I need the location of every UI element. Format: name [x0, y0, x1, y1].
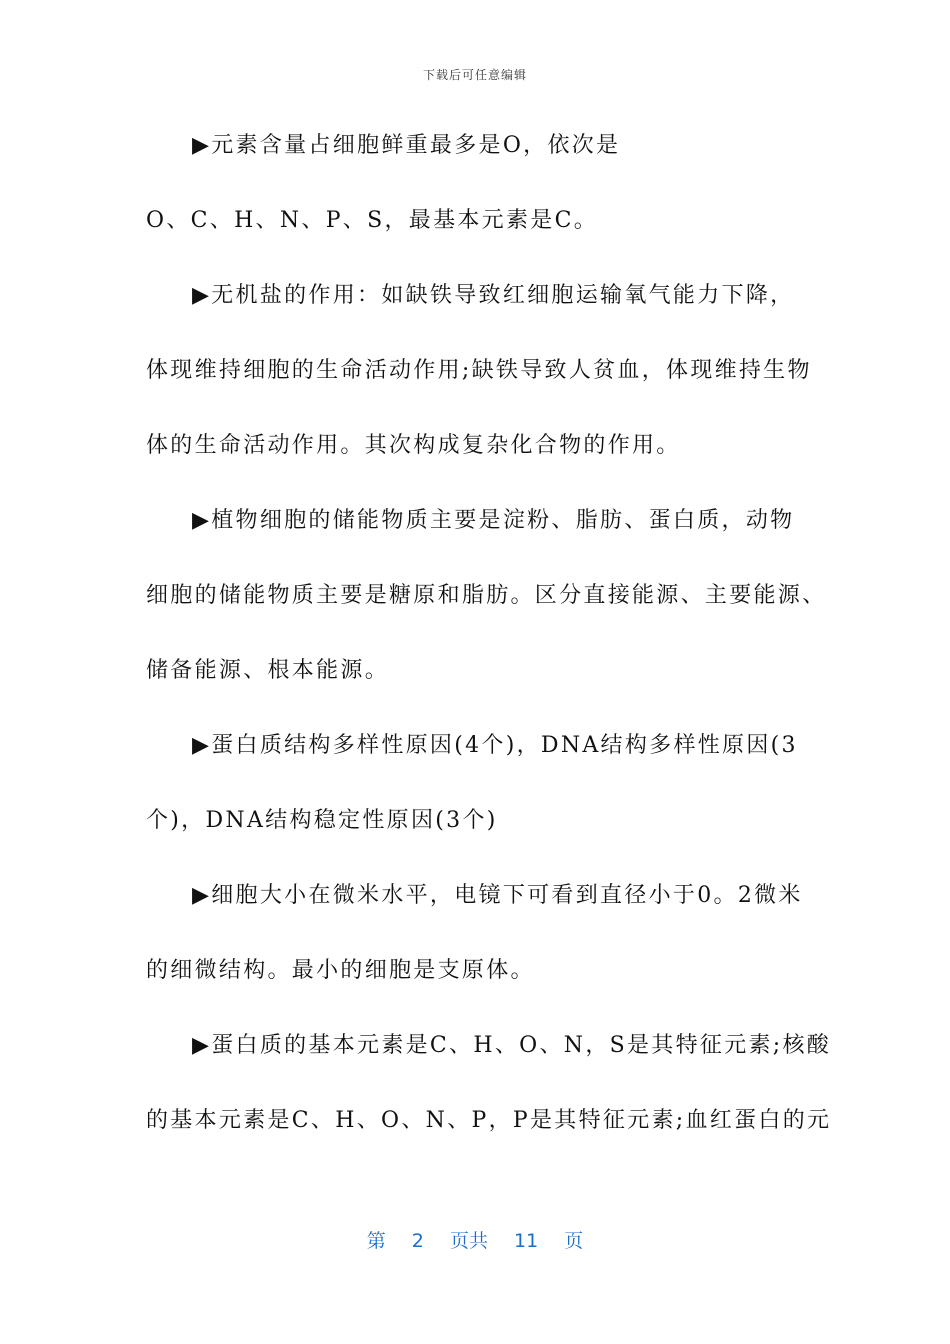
paragraph-line: ▶元素含量占细胞鲜重最多是O，依次是: [192, 133, 621, 158]
paragraph-line: 体现维持细胞的生命活动作用;缺铁导致人贫血，体现维持生物: [146, 358, 812, 383]
page-header-note: 下载后可任意编辑: [422, 68, 527, 82]
paragraph-line: ▶植物细胞的储能物质主要是淀粉、脂肪、蛋白质，动物: [192, 508, 795, 533]
paragraph-line: 的细微结构。最小的细胞是支原体。: [146, 958, 535, 983]
footer-total-pages: 11: [514, 1230, 539, 1252]
footer-middle: 页共: [449, 1230, 488, 1252]
footer-page-number: 2: [411, 1230, 424, 1252]
document-body: [146, 128, 832, 1178]
paragraph-line: 储备能源、根本能源。: [146, 658, 390, 683]
paragraph-line: 细胞的储能物质主要是糖原和脂肪。区分直接能源、主要能源、: [146, 583, 827, 608]
paragraph-line: ▶蛋白质的基本元素是C、H、O、N，S是其特征元素;核酸: [192, 1033, 832, 1058]
footer-prefix: 第: [366, 1230, 386, 1252]
paragraph-line: ▶细胞大小在微米水平，电镜下可看到直径小于0。2微米: [192, 883, 803, 908]
paragraph-line: 的基本元素是C、H、O、N、P，P是其特征元素;血红蛋白的元: [146, 1108, 832, 1133]
page-footer: [0, 1226, 950, 1253]
paragraph-line: 体的生命活动作用。其次构成复杂化合物的作用。: [146, 433, 681, 458]
paragraph-line: ▶蛋白质结构多样性原因(4个)，DNA结构多样性原因(3: [192, 733, 798, 758]
paragraph-line: 个)，DNA结构稳定性原因(3个): [146, 808, 498, 833]
footer-suffix: 页: [564, 1230, 584, 1252]
paragraph-line: ▶无机盐的作用：如缺铁导致红细胞运输氧气能力下降，: [192, 283, 795, 308]
paragraph-line: O、C、H、N、P、S，最基本元素是C。: [146, 208, 599, 233]
